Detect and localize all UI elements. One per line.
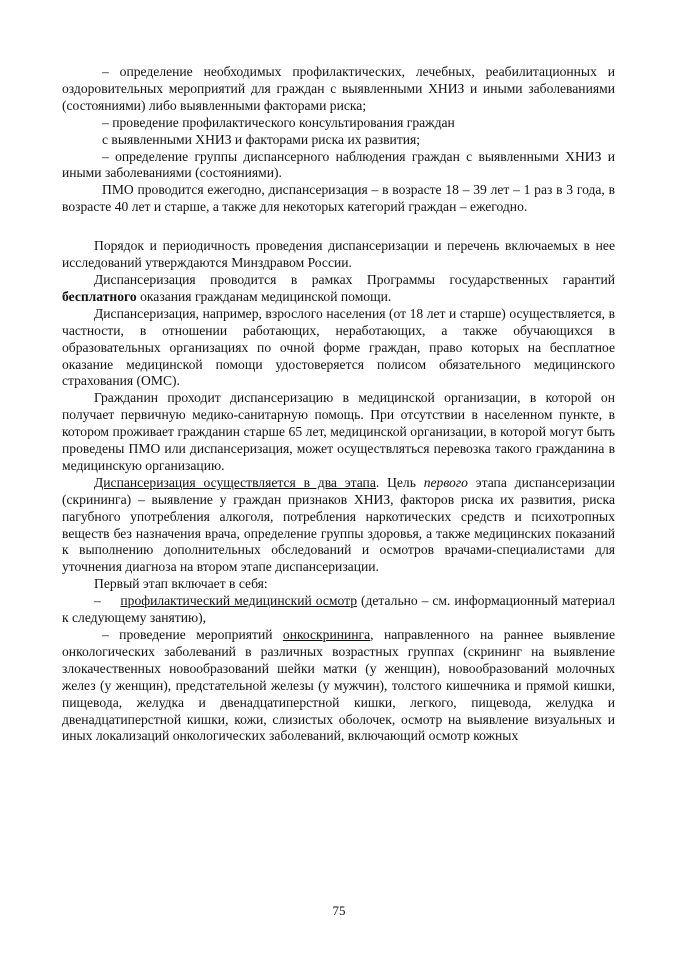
paragraph-oncoscreening: – проведение мероприятий онкоскрининга, направленного на раннее выявление онкологических заболеваний в различных возрастных группах (скрининг на выявление злокачественных новообразований шейки матки (у женщин), новообразований молочных желез (у женщин), предстательной железы (у мужчин), толстого кишечника и прямой кишки, пищевода, желудка и двенадцатиперстной кишки, легкого, пищевода, желудка и двенадцатиперстной кишки, кожи, слизистых оболочек, осмотр на выявление визуальных и иных локализаций онкологических заболеваний, включающий осмотр кожных (62, 627, 615, 744)
paragraph-consulting (62, 115, 615, 149)
paragraph-two-stages: Диспансеризация осуществляется в два этапа. Цель первого этапа диспансеризации (скрининга) – выявление у граждан признаков ХНИЗ, факторов риска их развития, риска пагубного употребления алкоголя, потребления наркотических средств и психотропных веществ без назначения врача, определение группы здоровья, а также медицинских показаний к выполнению дополнительных обследований и осмотров врачами-специалистами для уточнения диагноза на втором этапе диспансеризации. (62, 474, 615, 575)
underlined-two-stages: Диспансеризация осуществляется в два этапа (94, 474, 376, 490)
paragraph-gap (62, 216, 615, 238)
paragraph-determination-measures: – определение необходимых профилактических, лечебных, реабилитационных и оздоровительных мероприятий для граждан с выявленными ХНИЗ и иными заболеваниями (состояниями) либо выявленными факторами риска; (62, 64, 615, 113)
paragraph-pmo-frequency: ПМО проводится ежегодно, диспансеризация – в возрасте 18 – 39 лет – 1 раз в 3 года, в возрасте 40 лет и старше, а также для некоторых категорий граждан – ежегодно. (62, 182, 615, 215)
paragraph-program-guarantees: Диспансеризация проводится в рамках Программы государственных гарантий бесплатного оказания гражданам медицинской помощи. (62, 271, 615, 304)
underlined-oncoscreening: онкоскрининга (282, 627, 371, 642)
paragraph-first-stage-includes: Первый этап включает в себя: (94, 576, 268, 592)
consulting-line-2: с выявленными ХНИЗ и факторами риска их развития; (102, 131, 421, 147)
paragraph-preventive-exam: – профилактический медицинский осмотр (детально – см. информационный материал к следующему занятию), (62, 593, 616, 626)
document-page (62, 64, 615, 745)
page-number: 75 (332, 903, 346, 918)
bold-free: бесплатного (62, 288, 137, 304)
paragraph-observation-group: – определение группы диспансерного наблюдения граждан с выявленными ХНИЗ и иными заболеваниями (состояниями). (62, 148, 615, 181)
italic-first: первого (423, 474, 468, 490)
paragraph-adult-population: Диспансеризация, например, взрослого населения (от 18 лет и старше) осуществляется, в частности, в отношении работающих, неработающих, а также обучающихся в образовательных организациях по очной форме граждан, право которых на бесплатное оказание медицинской помощи удостоверяется полисом обязательного медицинского страхования (ОМС). (62, 305, 615, 389)
underlined-preventive-exam: профилактический медицинский осмотр (120, 593, 358, 609)
paragraph-medical-organization: Гражданин проходит диспансеризацию в медицинской организации, в которой он получает первичную медико-санитарную помощь. При отсутствии в населенном пункте, в котором проживает гражданин старше 65 лет, медицинской организации, в которой могут быть проведены ПМО или диспансеризация, может осуществляться перевозка такого гражданина в медицинскую организацию. (62, 390, 615, 473)
consulting-line-1: – проведение профилактического консультирования граждан (102, 114, 455, 130)
paragraph-procedure-order: Порядок и периодичность проведения диспансеризации и перечень включаемых в нее исследований утверждаются Минздравом России. (62, 238, 615, 271)
